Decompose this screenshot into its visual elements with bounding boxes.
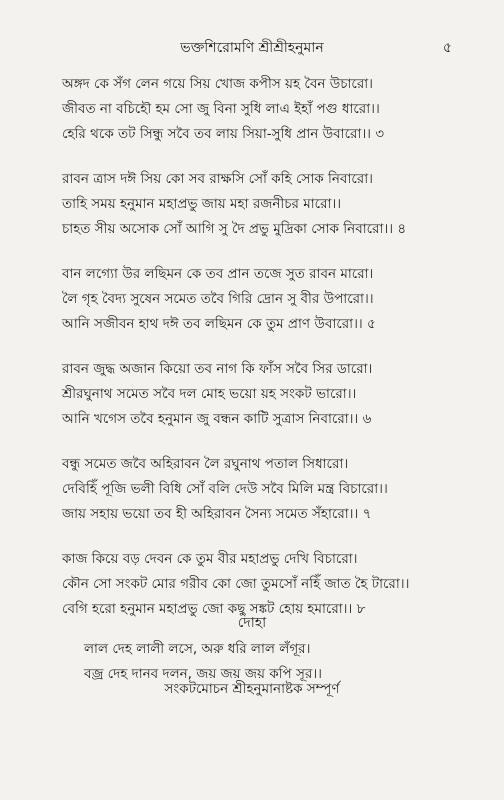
verse-line: বান লগ্যো উর লছিমন কে তব প্রান তজে সুত রাবন মারো। [62, 266, 374, 282]
verse-line: বেগি হরো হনুমান মহাপ্রভু জো কছু সঙ্কট হোয় হমারো।। ৮ [62, 601, 366, 617]
stanza [62, 72, 482, 147]
running-title: ভক্তশিরোমণি শ্রীশ্রীহনুমান [180, 40, 324, 56]
stanza [62, 262, 482, 337]
verse-line: আনি সজীবন হাথ দঈ তব লছিমন কে তুম প্রাণ উবারো।। ৫ [62, 316, 376, 332]
page-number: ৫ [442, 40, 452, 56]
verse-line: জীবত না বচিহৌ হম সো জু বিনা সুধি লাএ ইহাঁ পগু ধারো।। [62, 101, 380, 117]
verse-line: কাজ কিয়ে বড় দেবন কে তুম বীর মহাপ্রভু দেখি বিচারো। [62, 551, 358, 567]
verse-line: রাবন ত্রাস দঈ সিয় কো সব রাক্ষসি সোঁ কহি সোক নিবারো। [62, 171, 373, 187]
verse-line: শ্রীরঘুনাথ সমেত সবৈ দল মোহ ভয়ো য়হ সংকট ভারো।। [62, 386, 357, 402]
verse-line: তাহি সময় হনুমান মহাপ্রভু জায় মহা রজনীচর মারো।। [62, 196, 342, 212]
verse-line: রাবন জুদ্ধ অজান কিয়ো তব নাগ কি ফাঁস সবৈ সির ডারো। [62, 361, 373, 377]
verse-line: বন্ধু সমেত জবৈ অহিরাবন লৈ রঘুনাথ পতাল সিধারো। [62, 456, 349, 472]
doha-line: বজ্র দেহ দানব দলন, জয় জয় জয় কপি সূর।। [84, 666, 322, 682]
verse-line: লৈ গৃহ বৈদ্য সুষেন সমেত তবৈ গিরি দ্রোন সু বীর উপারো।। [62, 291, 374, 307]
verse-line: অঙ্গদ কে সঁগ লেন গয়ে সিয় খোজ কপীস য়হ বৈন উচারো। [62, 76, 373, 92]
verse-line: চাহত সীয় অসোক সোঁ আগি সু দৈ প্রভু মুদ্রিকা সোক নিবারো।। ৪ [62, 221, 407, 237]
doha-section [0, 611, 504, 682]
verse-line: দেবিহিঁ পূজি ভলী বিধি সোঁ বলি দেউ সবৈ মিলি মন্ত্র বিচারো।। [62, 481, 388, 497]
verse-line: কৌন সো সংকট মোর গরীব কো জো তুমসোঁ নহিঁ জাত হৈ টারো।। [62, 576, 410, 592]
stanza [62, 452, 482, 527]
colophon: সংকটমোচন শ্রীহনুমানাষ্টক সম্পূর্ণ [164, 681, 340, 697]
verse-line: আনি খগেস তবৈ হনুমান জু বন্ধন কাটি সুত্রাস নিবারো।। ৬ [62, 411, 372, 427]
doha-line: লাল দেহ লালী লসে, অরু ধরি লাল লঁগূর। [84, 641, 311, 657]
doha-heading: দোহা [237, 615, 267, 631]
page-header [0, 36, 504, 56]
verse-line: জায় সহায় ভয়ো তব হী অহিরাবন সৈন্য সমেত সঁহারো।। ৭ [62, 506, 372, 522]
verse-line: হেরি থকে তট সিন্ধু সবৈ তব লায় সিয়া-সুধি প্রান উবারো।। ৩ [62, 126, 385, 142]
verse-body [62, 72, 482, 642]
stanza [62, 357, 482, 432]
stanza [62, 167, 482, 242]
